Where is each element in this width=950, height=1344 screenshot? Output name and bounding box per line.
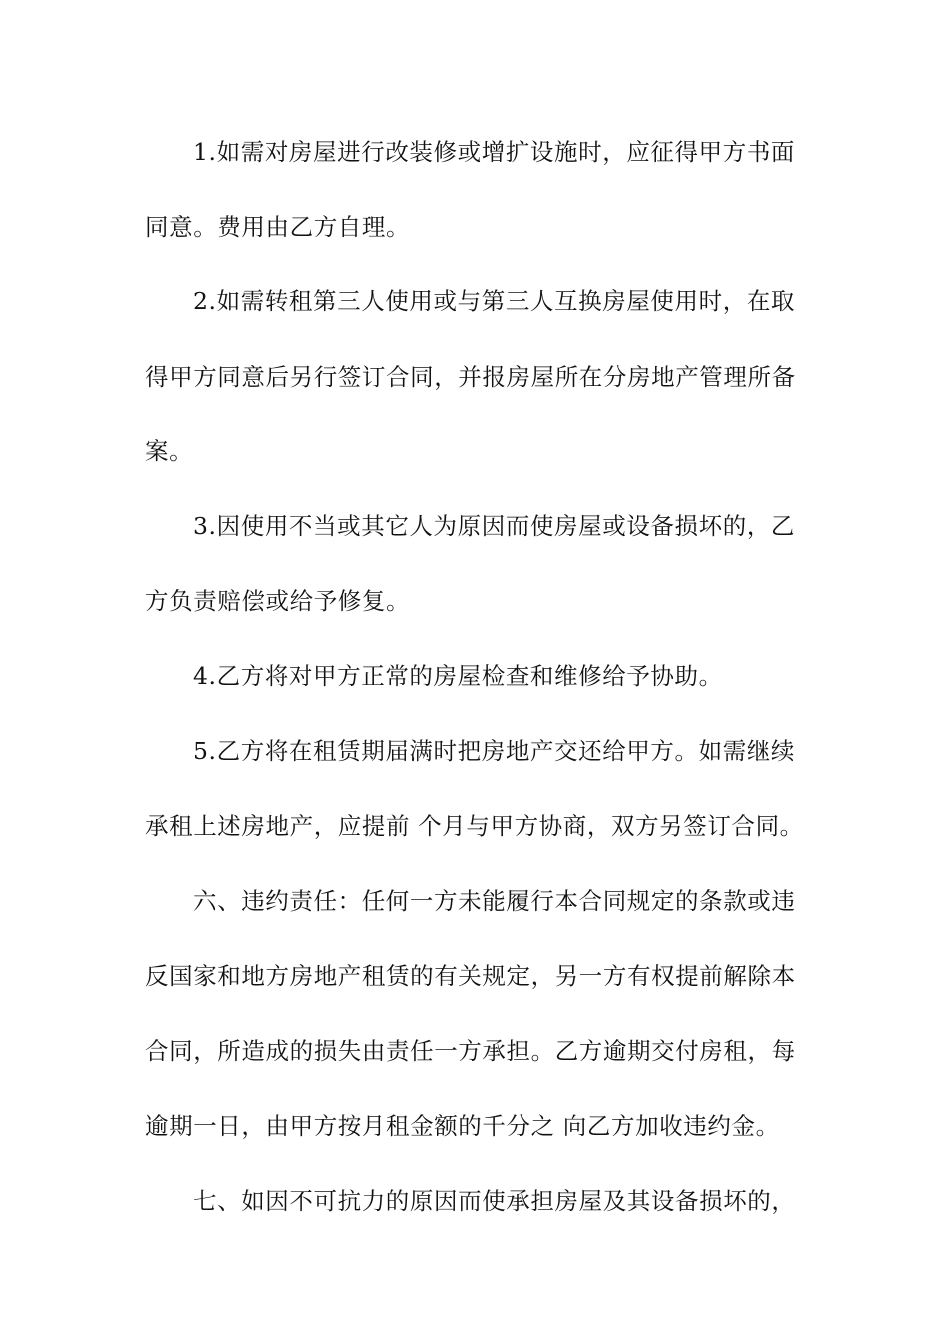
clause-2-line-1: 2.如需转租第三人使用或与第三人互换房屋使用时，在取	[193, 287, 796, 315]
section-6-line-2: 反国家和地方房地产租赁的有关规定，另一方有权提前解除本	[145, 962, 796, 990]
clause-1-line-2: 同意。费用由乙方自理。	[145, 213, 411, 241]
clause-5-line-2: 承租上述房地产，应提前 个月与甲方协商，双方另签订合同。	[145, 812, 804, 840]
section-6-line-1: 六、违约责任：任何一方未能履行本合同规定的条款或违	[193, 887, 796, 915]
section-6-line-4: 逾期一日，由甲方按月租金额的千分之 向乙方加收违约金。	[145, 1112, 780, 1140]
clause-3-line-1: 3.因使用不当或其它人为原因而使房屋或设备损坏的，乙	[193, 512, 796, 540]
clause-2-line-2: 得甲方同意后另行签订合同，并报房屋所在分房地产管理所备	[145, 363, 796, 391]
section-7-line-1: 七、如因不可抗力的原因而使承担房屋及其设备损坏的，	[193, 1187, 796, 1215]
clause-3-line-2: 方负责赔偿或给予修复。	[145, 587, 411, 615]
clause-2-line-3: 案。	[145, 437, 194, 465]
section-6-line-3: 合同，所造成的损失由责任一方承担。乙方逾期交付房租，每	[145, 1037, 796, 1065]
clause-4-line-1: 4.乙方将对甲方正常的房屋检查和维修给予协助。	[193, 662, 723, 690]
clause-5-line-1: 5.乙方将在租赁期届满时把房地产交还给甲方。如需继续	[193, 737, 796, 765]
clause-1-line-1: 1.如需对房屋进行改装修或增扩设施时，应征得甲方书面	[193, 138, 796, 166]
